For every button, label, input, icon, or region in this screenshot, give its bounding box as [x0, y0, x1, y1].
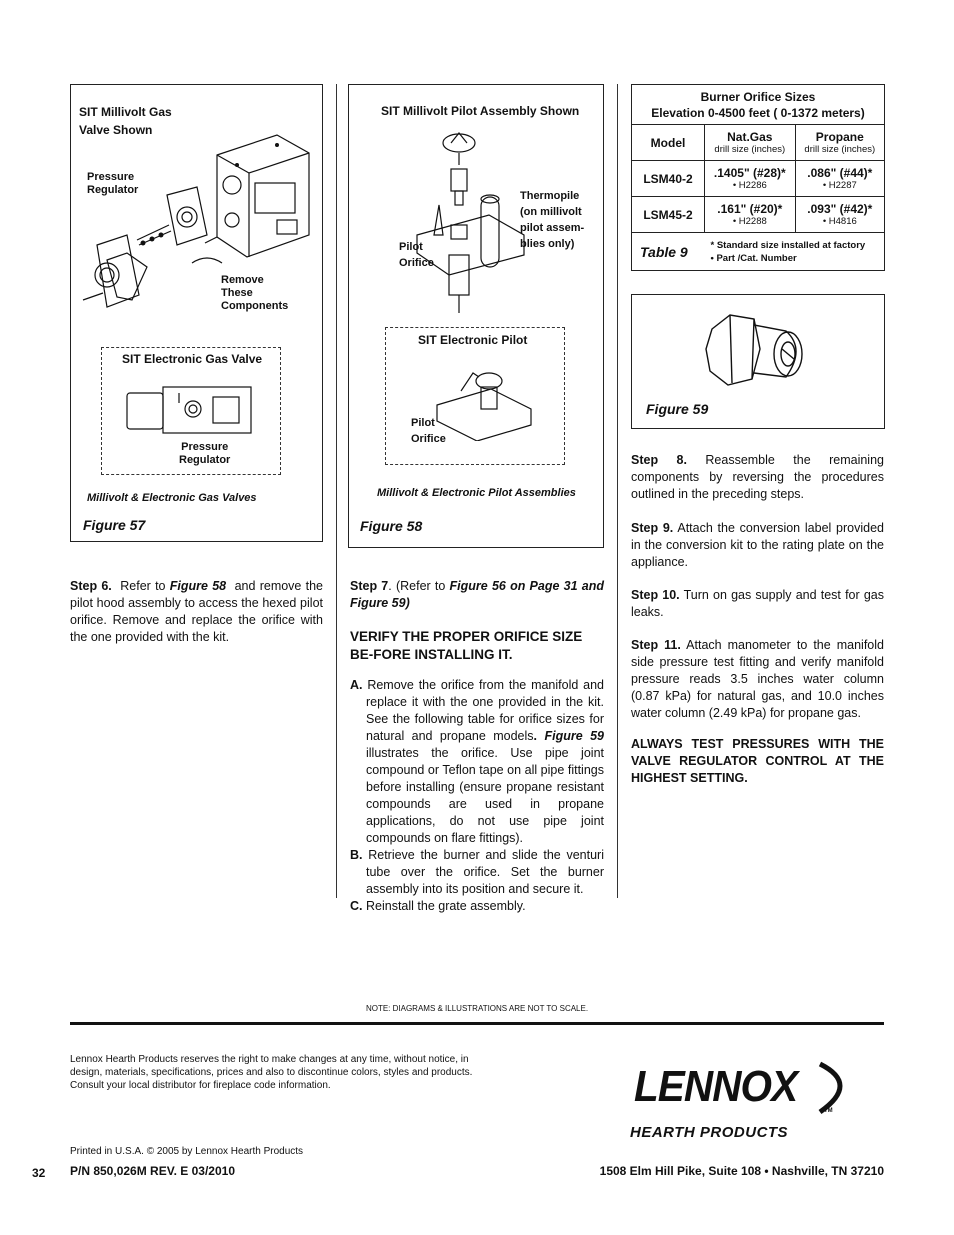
fig57-label: Figure 57 [83, 517, 146, 533]
step11-paragraph [631, 637, 884, 722]
part-number: P/N 850,026M REV. E 03/2010 [70, 1164, 235, 1178]
orifice-size-table [631, 84, 885, 271]
lennox-tm: TM [824, 1108, 833, 1114]
fig58-pilot-orifice-2-label [411, 415, 446, 447]
step11-text: Attach manometer to the manifold side pressure test fitting and verify manifold pressure reads 3.5 inches water column (0.87 kPa) for natural gas, and 10.0 inches water column (2.49 kPa) for propane gas. [631, 638, 884, 720]
figure-59-box [631, 294, 885, 429]
step6-label: Step 6. [70, 579, 112, 593]
list-item [350, 847, 604, 898]
electronic-gas-valve-drawing [123, 383, 258, 443]
fig58-pilot-orifice-1b: Orifice [399, 257, 434, 269]
fig58-caption: Millivolt & Electronic Pilot Assemblies [377, 487, 576, 499]
step6-text-b: and remove the pilot hood assembly to access the hexed pilot orifice. Remove and replace the orifice with the one provided with the kit. [70, 579, 324, 644]
step10-paragraph [631, 587, 884, 621]
table-row [632, 197, 885, 233]
step11-label: Step 11. [631, 638, 681, 652]
fig57-pressure-regulator-1b: Regulator [87, 184, 139, 196]
fig58-thermopile-4: blies only) [520, 238, 575, 250]
step7-figure-ref: Figure 56 on Page 31 and Figure 59) [350, 579, 604, 610]
table9-row1-pro [795, 161, 884, 197]
orifice-drawing [702, 309, 812, 394]
table9-row2-nat-part: • H2288 [732, 216, 767, 227]
footer-disclaimer [70, 1053, 500, 1092]
table9-row2-model: LSM45-2 [632, 197, 705, 233]
step10-label: Step 10. [631, 588, 680, 602]
table9-col-propane [795, 125, 884, 161]
step9-text: Attach the conversion label provided in the conversion kit to the rating plate on the appliance. [631, 521, 884, 569]
fig57-remove-1: Remove [221, 274, 264, 286]
step9-label: Step 9. [631, 521, 674, 535]
column-divider-2 [617, 84, 618, 898]
fig57-remove-2: These [221, 287, 253, 299]
footer-disclaimer-3: Consult your local distributor for fireplace code information. [70, 1080, 331, 1091]
step6-text-a: Refer to [120, 579, 166, 593]
list-b-label: B. [350, 848, 363, 862]
lennox-wordmark: LENNOX [634, 1062, 798, 1111]
table9-title-line2: Elevation 0-4500 feet ( 0-1372 meters) [651, 105, 865, 120]
step9-paragraph [631, 520, 884, 571]
step6-paragraph [70, 578, 323, 646]
step7-list [350, 677, 604, 915]
list-b-text: Retrieve the burner and slide the venturi tube over the orifice. Set the burner assembly into its position and secure it. [366, 848, 604, 896]
fig58-title: SIT Millivolt Pilot Assembly Shown [381, 104, 580, 118]
table9-title-line1: Burner Orifice Sizes [700, 89, 816, 104]
table9-row1-pro-value: .086" (#44)* [807, 166, 873, 180]
list-a-figure-ref: Figure 59 [544, 729, 604, 743]
fig58-pilot-orifice-2b: Orifice [411, 433, 446, 445]
fig57-pressure-regulator-2a: Pressure [181, 441, 229, 453]
figure-57-box [70, 84, 323, 542]
fig57-pressure-regulator-1a: Pressure [87, 171, 135, 183]
fig57-pressure-regulator-label [87, 171, 138, 197]
table9-notes [705, 233, 885, 271]
table9-row1-pro-part: • H2287 [822, 180, 857, 191]
table9-label: Table 9 [640, 243, 688, 260]
table9-row2-pro-value: .093" (#42)* [807, 202, 873, 216]
step7-text-a: . (Refer to [388, 579, 446, 593]
fig58-thermopile-3: pilot assem- [520, 222, 585, 234]
fig57-remove-label [221, 274, 288, 313]
fig57-pressure-regulator-2b: Regulator [179, 454, 231, 466]
fig57-caption: Millivolt & Electronic Gas Valves [87, 492, 257, 504]
step7-label: Step 7 [350, 579, 389, 593]
fig59-label: Figure 59 [646, 401, 709, 417]
step8-text: Reassemble the remaining components by reversing the procedures outlined in the preceding steps. [631, 453, 884, 501]
fig58-pilot-orifice-2a: Pilot [411, 417, 435, 429]
table9-note2: • Part /Cat. Number [710, 252, 797, 264]
list-c-label: C. [350, 899, 363, 913]
column-divider-1 [336, 84, 337, 898]
fig58-electronic-title: SIT Electronic Pilot [415, 331, 530, 349]
table9-col-natgas-sub: drill size (inches) [714, 144, 786, 155]
list-a-label: A. [350, 678, 363, 692]
table9-row2-pro [795, 197, 884, 233]
table9-row2-nat [705, 197, 796, 233]
table9-col-natgas-label: Nat.Gas [727, 130, 773, 144]
page-number: 32 [32, 1166, 46, 1180]
table9-col-propane-sub: drill size (inches) [804, 144, 876, 155]
fig58-label: Figure 58 [360, 518, 423, 534]
footer-rule [70, 1022, 884, 1025]
printed-in-usa: Printed in U.S.A. © 2005 by Lennox Hearth Products [70, 1146, 304, 1157]
list-a-text1: Remove the orifice from the manifold and replace it with the one provided in the kit. See the following table for orifice sizes for natural and propane models [366, 678, 604, 743]
step8-paragraph [631, 452, 884, 503]
footer-disclaimer-1: Lennox Hearth Products reserves the right to make changes at any time, without notice, in [70, 1054, 469, 1065]
step6-figure-ref: Figure 58 [169, 579, 227, 593]
table9-col-model: Model [632, 125, 705, 161]
fig57-pressure-regulator-2-label [179, 441, 230, 467]
table9-row1-model: LSM40-2 [632, 161, 705, 197]
figure-58-box [348, 84, 604, 548]
fig58-thermopile-1: Thermopile [520, 190, 580, 202]
lennox-logo [630, 1056, 860, 1146]
step7-paragraph [350, 578, 604, 612]
table9-row1-nat [705, 161, 796, 197]
pressure-warning: ALWAYS TEST PRESSURES WITH THE VALVE REGULATOR CONTROL AT THE HIGHEST SETTING. [631, 737, 884, 785]
fig58-pilot-orifice-label [399, 239, 434, 271]
fig57-electronic-title: SIT Electronic Gas Valve [119, 350, 265, 368]
step10-text: Turn on gas supply and test for gas leaks. [631, 588, 884, 619]
electronic-pilot-drawing [431, 361, 541, 441]
table9-row1-nat-value: .1405" (#28)* [713, 166, 786, 180]
list-c-text: Reinstall the grate assembly. [365, 899, 526, 913]
fig57-title-line1: SIT Millivolt Gas [79, 105, 172, 119]
fig58-pilot-orifice-1a: Pilot [399, 241, 423, 253]
table9-title-cell [632, 85, 885, 125]
fig58-thermopile-2: (on millivolt [520, 206, 582, 218]
table9-row1-nat-part: • H2286 [732, 180, 767, 191]
millivolt-pilot-assembly-drawing [389, 125, 539, 315]
diagram-scale-note: NOTE: DIAGRAMS & ILLUSTRATIONS ARE NOT TO SCALE. [365, 1004, 589, 1013]
table-row [632, 161, 885, 197]
verify-orifice-heading: VERIFY THE PROPER ORIFICE SIZE BE-FORE INSTALLING IT. [350, 629, 583, 662]
table9-row2-pro-part: • H4816 [822, 216, 857, 227]
table9-col-natgas [705, 125, 796, 161]
table-9 [631, 84, 885, 271]
table9-row2-nat-value: .161" (#20)* [717, 202, 783, 216]
table9-note1: * Standard size installed at factory [710, 239, 866, 251]
list-a-text2: illustrates the orifice. Use pipe joint compound or Teflon tape on all pipe fittings before installing (ensure propane resistant compounds are used in propane applications, do not use pipe joint compounds on flare fittings). [366, 746, 604, 845]
list-item: A. Remove the orifice from the manifold and replace it with the one provided in the kit. See the following table for orifice sizes for natural and propane models. Figure 59 illustrates the orifice. Use pipe joint compound or Teflon tape on all pipe fittings before installing (ensure propane resistant compounds are used in propane applications, do not use pipe joint compounds on flare fittings). [350, 678, 604, 845]
fig57-remove-3: Components [221, 300, 289, 312]
footer-disclaimer-2: design, materials, specifications, prices and also to discontinue colors, styles and products. [70, 1067, 473, 1078]
fig57-title-line2: Valve Shown [79, 123, 153, 137]
list-item [350, 898, 604, 915]
table9-col-propane-label: Propane [815, 130, 864, 144]
company-address: 1508 Elm Hill Pike, Suite 108 • Nashville, TN 37210 [599, 1164, 884, 1178]
hearth-products-wordmark: HEARTH PRODUCTS [630, 1124, 789, 1141]
fig58-thermopile-label [520, 188, 584, 252]
step8-label: Step 8. [631, 453, 687, 467]
table9-label-cell [632, 233, 705, 271]
